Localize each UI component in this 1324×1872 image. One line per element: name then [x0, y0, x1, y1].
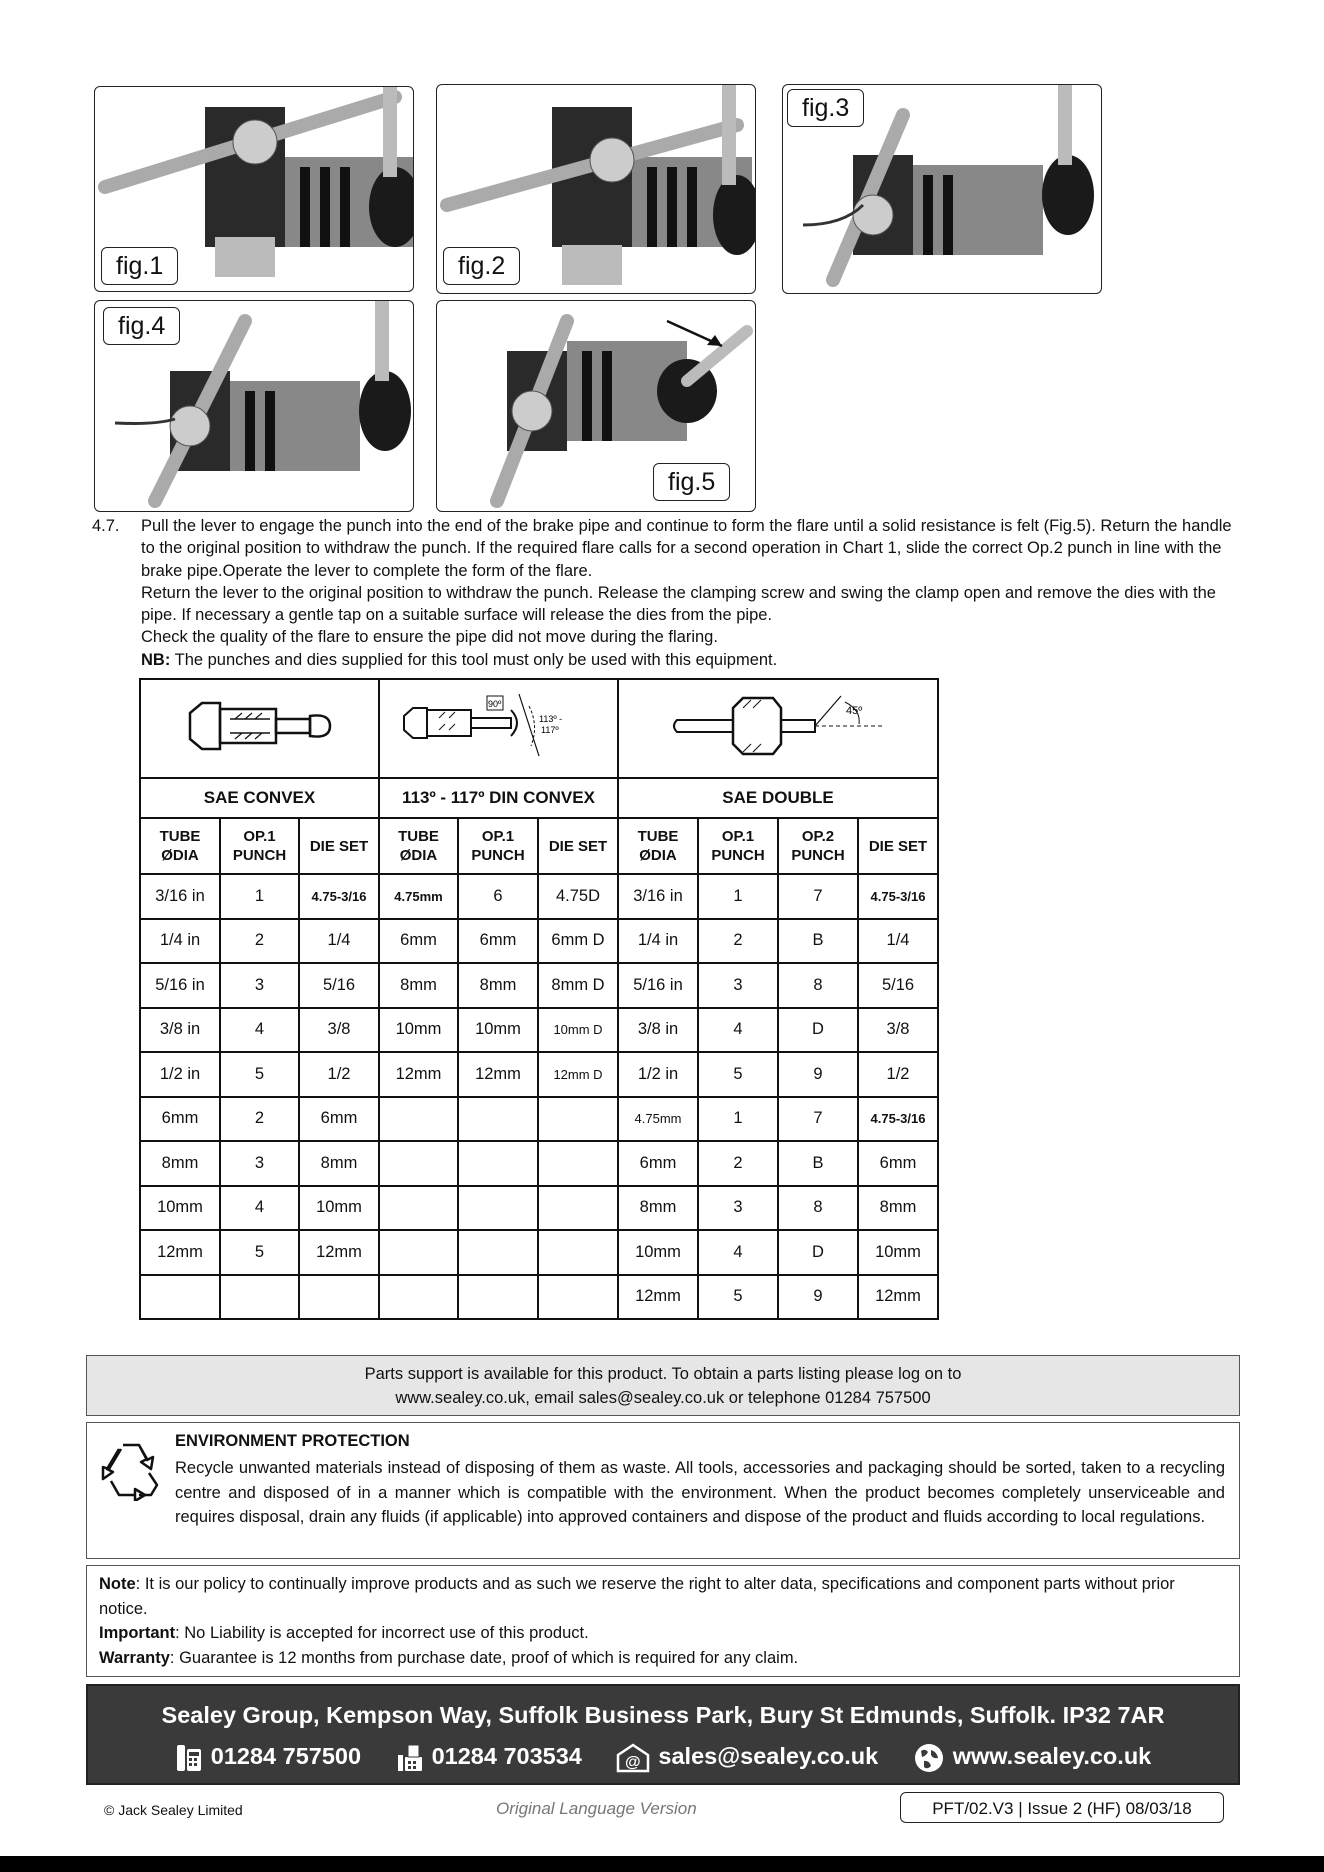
nb-text: The punches and dies supplied for this tool must only be used with this equipment.	[170, 650, 778, 669]
web-contact[interactable]	[913, 1742, 1152, 1774]
table-cell: 8mm	[858, 1186, 938, 1231]
globe-icon	[913, 1742, 945, 1774]
column-header-line: PUNCH	[791, 847, 845, 864]
table-cell: 6mm	[379, 919, 458, 964]
table-row	[140, 963, 938, 1008]
column-header-line: PUNCH	[471, 847, 525, 864]
column-header	[618, 818, 698, 874]
step-number: 4.7.	[92, 517, 120, 535]
table-row	[140, 1230, 938, 1275]
company-address: Sealey Group, Kempson Way, Suffolk Business Park, Bury St Edmunds, Suffolk. IP32 7AR	[161, 1702, 1165, 1728]
table-cell: 4	[220, 1008, 299, 1053]
section-header: SAE CONVEX	[140, 778, 379, 818]
figure-label: fig.5	[653, 463, 730, 501]
table-cell: 10mm	[858, 1230, 938, 1275]
phone-number: 01284 757500	[210, 1743, 362, 1770]
column-header	[220, 818, 299, 874]
table-cell: 10mm	[140, 1186, 220, 1231]
table-cell: 1/2 in	[618, 1052, 698, 1097]
figure-4	[94, 300, 414, 512]
company-footer	[86, 1684, 1240, 1785]
angle-117-label: 117º	[540, 725, 559, 735]
table-cell: 12mm	[379, 1052, 458, 1097]
column-header-line: OP.1	[481, 828, 515, 845]
table-cell: 1/4	[299, 919, 379, 964]
table-cell: B	[778, 919, 858, 964]
warranty-text: : Guarantee is 12 months from purchase date, proof of which is required for any claim.	[169, 1648, 799, 1667]
svg-text:@: @	[625, 1754, 642, 1771]
table-cell: 3/16 in	[618, 874, 698, 919]
table-row	[140, 919, 938, 964]
fax-number: 01284 703534	[431, 1743, 582, 1770]
table-row	[140, 1008, 938, 1053]
column-header-line: DIE SET	[868, 837, 928, 855]
figure-label: fig.4	[103, 307, 180, 345]
document-reference: PFT/02.V3 | Issue 2 (HF) 08/03/18	[900, 1792, 1224, 1823]
parts-support-box	[86, 1355, 1240, 1416]
parts-support-line: Parts support is available for this product. To obtain a parts listing please log on to	[364, 1365, 962, 1383]
table-cell	[379, 1141, 458, 1186]
email-contact[interactable]	[616, 1743, 878, 1773]
table-cell	[220, 1275, 299, 1320]
column-header-line: ØDIA	[399, 847, 438, 864]
table-cell: 6mm	[858, 1141, 938, 1186]
table-cell: 10mm D	[538, 1008, 618, 1053]
table-cell: 4	[698, 1230, 778, 1275]
phone-icon	[175, 1743, 203, 1773]
table-cell	[458, 1230, 538, 1275]
table-cell: 1/4 in	[618, 919, 698, 964]
column-header	[778, 818, 858, 874]
column-header	[698, 818, 778, 874]
environment-protection-box	[86, 1422, 1240, 1559]
table-cell: 3/8	[299, 1008, 379, 1053]
warranty-label: Warranty	[99, 1648, 170, 1667]
table-cell: 6mm	[618, 1141, 698, 1186]
table-cell: 1/4 in	[140, 919, 220, 964]
note-label: Note	[99, 1575, 136, 1593]
table-cell: 12mm	[858, 1275, 938, 1320]
column-header-line: ØDIA	[639, 847, 677, 864]
figure-1	[94, 86, 414, 292]
phone-contact	[175, 1743, 361, 1773]
table-cell	[140, 1275, 220, 1320]
table-cell	[538, 1141, 618, 1186]
table-cell: 6mm D	[538, 919, 618, 964]
table-row	[140, 1097, 938, 1142]
original-language: Original Language Version	[496, 1799, 697, 1818]
column-header	[538, 818, 618, 874]
table-row	[140, 1275, 938, 1320]
table-cell: 4.75mm	[618, 1097, 698, 1142]
table-cell: 3	[698, 1186, 778, 1231]
table-cell	[458, 1186, 538, 1231]
table-row	[140, 1052, 938, 1097]
table-cell: 3/8 in	[140, 1008, 220, 1053]
table-cell: 5	[698, 1052, 778, 1097]
column-header-line: PUNCH	[711, 847, 765, 864]
figure-2	[436, 84, 756, 294]
table-cell: D	[778, 1230, 858, 1275]
table-cell	[458, 1141, 538, 1186]
table-cell: 10mm	[618, 1230, 698, 1275]
note-text: : It is our policy to continually improve products and as such we reserve the right to alter data, specifications and component parts without prior notice.	[99, 1575, 1175, 1618]
column-header-line: DIE SET	[548, 837, 608, 855]
table-cell: 4.75-3/16	[299, 874, 379, 919]
table-cell: 1	[698, 874, 778, 919]
table-cell: B	[778, 1141, 858, 1186]
sae-convex-diagram-cell	[140, 679, 379, 778]
environment-title: ENVIRONMENT PROTECTION	[175, 1432, 410, 1450]
table-cell: 8	[778, 1186, 858, 1231]
angle-113-label: 113º -	[538, 714, 562, 724]
note-line	[99, 1572, 1227, 1621]
table-cell: 5/16	[299, 963, 379, 1008]
instruction-paragraph: Pull the lever to engage the punch into the end of the brake pipe and continue to form the flare until a solid resistance is felt (Fig.5). Return the handle to the original position to withdraw the punch. If the required flare calls for a second operation in Chart 1, slide the correct Op.2 punch in line with the brake pipe.Operate the lever to complete the form of the flare.	[141, 517, 1232, 580]
notes-box	[86, 1565, 1240, 1677]
table-cell: 3	[220, 1141, 299, 1186]
email-icon	[616, 1743, 650, 1773]
table-cell	[379, 1097, 458, 1142]
section-header: 113º - 117º DIN CONVEX	[379, 778, 618, 818]
column-header	[858, 818, 938, 874]
table-cell: 1	[220, 874, 299, 919]
recycle-icon	[99, 1437, 163, 1501]
instruction-paragraph: Return the lever to the original position to withdraw the punch. Release the clamping screw and swing the clamp open and remove the dies with the pipe. If necessary a gentle tap on a suitable surface will release the dies from the pipe.	[141, 583, 1216, 625]
table-cell: 7	[778, 1097, 858, 1142]
column-header-line: TUBE	[159, 828, 201, 845]
table-cell: 8mm	[379, 963, 458, 1008]
fax-contact	[396, 1743, 582, 1773]
column-header-line: OP.2	[801, 828, 835, 845]
table-cell	[379, 1275, 458, 1320]
table-cell	[299, 1275, 379, 1320]
table-cell: 3/8	[858, 1008, 938, 1053]
table-cell: 2	[220, 1097, 299, 1142]
table-cell: 10mm	[458, 1008, 538, 1053]
column-header-line: ØDIA	[161, 847, 199, 864]
instructions-section	[92, 515, 1232, 671]
table-cell: 5/16	[858, 963, 938, 1008]
website-url[interactable]: www.sealey.co.uk	[952, 1743, 1152, 1770]
figure-5	[436, 300, 756, 512]
table-cell	[379, 1186, 458, 1231]
table-cell: 4	[220, 1186, 299, 1231]
table-cell: 12mm	[299, 1230, 379, 1275]
table-cell	[538, 1186, 618, 1231]
table-cell: 10mm	[299, 1186, 379, 1231]
figure-label: fig.2	[443, 247, 520, 285]
table-cell	[538, 1097, 618, 1142]
table-cell: 5	[220, 1230, 299, 1275]
parts-support-line: www.sealey.co.uk, email sales@sealey.co.uk or telephone 01284 757500	[395, 1389, 931, 1407]
table-cell: 4.75-3/16	[858, 874, 938, 919]
table-cell	[538, 1275, 618, 1320]
nb-label: NB:	[141, 650, 171, 669]
table-cell	[538, 1230, 618, 1275]
column-header	[379, 818, 458, 874]
table-cell: 9	[778, 1275, 858, 1320]
table-cell: 3/8 in	[618, 1008, 698, 1053]
sae-double-diagram-cell	[618, 679, 938, 778]
table-cell: 8mm	[140, 1141, 220, 1186]
table-cell: 3	[698, 963, 778, 1008]
table-cell: 5/16 in	[618, 963, 698, 1008]
flare-chart-table	[139, 678, 939, 1320]
column-header-line: DIE SET	[309, 837, 369, 855]
table-cell	[458, 1097, 538, 1142]
column-header	[299, 818, 379, 874]
table-cell: 8mm D	[538, 963, 618, 1008]
table-cell: 1/2	[299, 1052, 379, 1097]
table-cell	[379, 1230, 458, 1275]
page-bottom-bar	[0, 1856, 1324, 1872]
angle-45-label: 45º	[846, 705, 863, 717]
column-header-line: TUBE	[637, 828, 679, 845]
table-cell: 12mm	[140, 1230, 220, 1275]
table-cell: 12mm D	[538, 1052, 618, 1097]
table-cell: 6mm	[458, 919, 538, 964]
column-header-line: OP.1	[721, 828, 755, 845]
nb-note	[141, 649, 1232, 671]
table-cell: 1/2 in	[140, 1052, 220, 1097]
table-cell: 2	[698, 1141, 778, 1186]
table-cell: 6mm	[299, 1097, 379, 1142]
fax-icon	[396, 1743, 424, 1773]
table-cell: D	[778, 1008, 858, 1053]
column-header	[140, 818, 220, 874]
table-cell: 1	[698, 1097, 778, 1142]
contact-row	[88, 1742, 1238, 1774]
table-cell: 5/16 in	[140, 963, 220, 1008]
sae-double-diagram	[663, 686, 893, 766]
table-cell: 2	[220, 919, 299, 964]
table-cell: 7	[778, 874, 858, 919]
table-cell: 8mm	[299, 1141, 379, 1186]
table-cell: 1/4	[858, 919, 938, 964]
table-cell: 6	[458, 874, 538, 919]
column-header-line: OP.1	[243, 828, 276, 845]
table-cell: 9	[778, 1052, 858, 1097]
table-cell: 8	[778, 963, 858, 1008]
environment-text: Recycle unwanted materials instead of disposing of them as waste. All tools, accessories and packaging should be sorted, taken to a recycling centre and disposed of in a manner which is compatible with the environment. When the product becomes completely unserviceable and requires disposal, drain any fluids (if applicable) into approved containers and dispose of the product and fluids according to local regulations.	[175, 1459, 1225, 1526]
figure-3	[782, 84, 1102, 294]
table-row	[140, 874, 938, 919]
table-cell: 4.75D	[538, 874, 618, 919]
table-cell: 1/2	[858, 1052, 938, 1097]
figure-label: fig.3	[787, 89, 864, 127]
table-cell: 4	[698, 1008, 778, 1053]
table-cell: 12mm	[458, 1052, 538, 1097]
copyright: © Jack Sealey Limited	[104, 1802, 243, 1818]
sae-convex-diagram	[180, 691, 340, 761]
email-address[interactable]: sales@sealey.co.uk	[658, 1743, 879, 1770]
instruction-paragraph: Check the quality of the flare to ensure the pipe did not move during the flaring.	[141, 628, 718, 647]
table-cell: 4.75mm	[379, 874, 458, 919]
column-header-line: TUBE	[398, 828, 439, 845]
section-header: SAE DOUBLE	[618, 778, 938, 818]
table-row	[140, 1141, 938, 1186]
din-convex-diagram	[399, 686, 599, 766]
important-label: Important	[99, 1624, 176, 1642]
warranty-line	[99, 1646, 1227, 1671]
table-cell: 3	[220, 963, 299, 1008]
table-cell: 4.75-3/16	[858, 1097, 938, 1142]
column-header-line: PUNCH	[232, 847, 287, 864]
figure-label: fig.1	[101, 247, 178, 285]
table-cell: 12mm	[618, 1275, 698, 1320]
din-convex-diagram-cell	[379, 679, 618, 778]
table-cell	[458, 1275, 538, 1320]
table-cell: 3/16 in	[140, 874, 220, 919]
table-cell: 5	[698, 1275, 778, 1320]
table-cell: 8mm	[458, 963, 538, 1008]
table-cell: 2	[698, 919, 778, 964]
column-header	[458, 818, 538, 874]
table-cell: 6mm	[140, 1097, 220, 1142]
table-cell: 10mm	[379, 1008, 458, 1053]
table-cell: 8mm	[618, 1186, 698, 1231]
table-cell: 5	[220, 1052, 299, 1097]
table-row	[140, 1186, 938, 1231]
angle-90-label: 90º	[487, 699, 501, 709]
important-text: : No Liability is accepted for incorrect use of this product.	[175, 1624, 589, 1642]
important-line	[99, 1621, 1227, 1646]
